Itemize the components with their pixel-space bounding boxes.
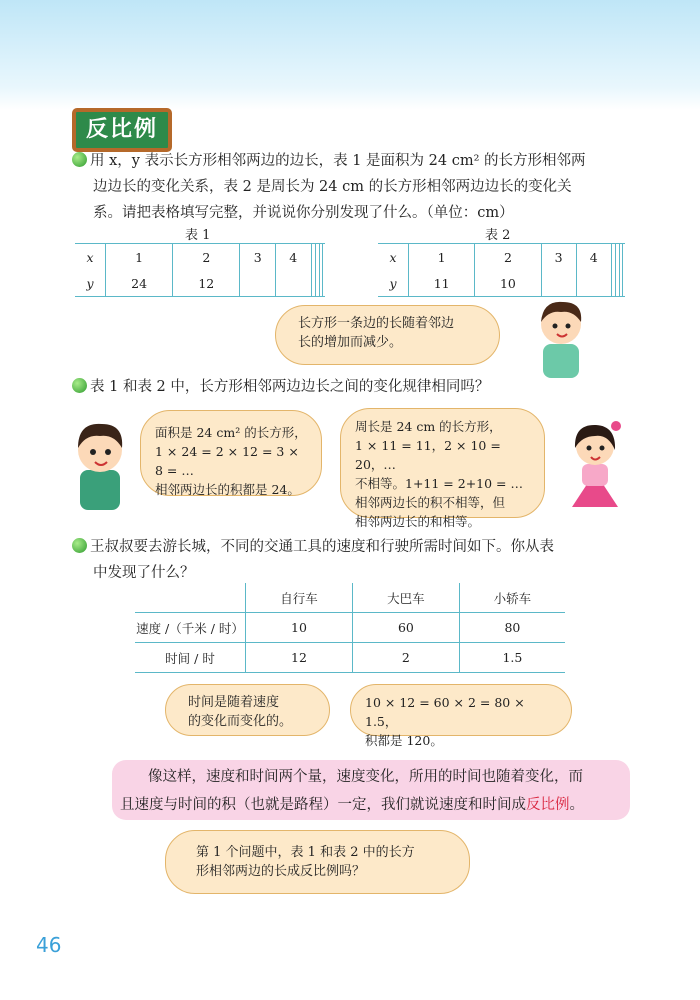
bullet-icon bbox=[72, 378, 87, 393]
table-cell[interactable]: 2 bbox=[475, 244, 541, 271]
speech-bubble: 周长是 24 cm 的长方形， 1 × 11 = 11，2 × 10 = 20，… 不相等。1+11 = 2+10 = … 相邻两边长的积不相等，但 相邻两边长的和相等。 bbox=[340, 408, 545, 518]
definition-box: 像这样，速度和时间两个量，速度变化，所用的时间也随着变化，而 且速度与时间的积（也就是路程）一定，我们就说速度和时间成反比例。 bbox=[112, 760, 630, 820]
table-row bbox=[75, 244, 325, 271]
table-cell[interactable]: 10 bbox=[475, 270, 541, 297]
table-row bbox=[378, 244, 625, 271]
table-row: 时间 / 时 12 2 1.5 bbox=[135, 643, 565, 673]
key-term: 反比例 bbox=[526, 797, 570, 813]
table-cell[interactable]: 3 bbox=[541, 244, 576, 271]
speech-bubble: 长方形一条边的长随着邻边 长的增加而减少。 bbox=[275, 305, 500, 365]
speech-bubble: 面积是 24 cm² 的长方形， 1 × 24 = 2 × 12 = 3 × 8 = … 相邻两边长的积都是 24。 bbox=[140, 410, 322, 496]
q1-line: 系。请把表格填写完整，并说说你分别发现了什么。（单位：cm） bbox=[93, 205, 514, 221]
boy-character-illustration bbox=[515, 292, 605, 382]
table-cell[interactable]: 12 bbox=[173, 270, 240, 297]
row-label: x bbox=[86, 249, 94, 265]
table-cell[interactable]: 1 bbox=[409, 244, 475, 271]
table-cell[interactable] bbox=[323, 270, 325, 297]
question-1 bbox=[72, 148, 586, 226]
table-cell[interactable] bbox=[240, 270, 276, 297]
table1-label: 表 1 bbox=[185, 228, 211, 243]
girl-character-illustration bbox=[560, 412, 630, 517]
row-label: y bbox=[389, 275, 397, 291]
table-2 bbox=[378, 243, 625, 297]
section-title-badge: 反比例 bbox=[72, 108, 172, 152]
table-cell[interactable]: 11 bbox=[409, 270, 475, 297]
thought-bubble: 10 × 12 = 60 × 2 = 80 × 1.5， 积都是 120。 bbox=[350, 684, 572, 736]
header-band bbox=[0, 0, 700, 110]
table-cell[interactable] bbox=[323, 244, 325, 271]
table-cell[interactable] bbox=[623, 244, 625, 271]
table-cell[interactable]: 2 bbox=[173, 244, 240, 271]
thought-bubble: 时间是随着速度 的变化而变化的。 bbox=[165, 684, 330, 736]
q1-line: 边边长的变化关系，表 2 是周长为 24 cm 的长方形相邻两边边长的变化关 bbox=[93, 179, 572, 195]
thought-bubble: 第 1 个问题中，表 1 和表 2 中的长方 形相邻两边的长成反比例吗？ bbox=[165, 830, 470, 894]
table-header-row: 自行车 大巴车 小轿车 bbox=[135, 583, 565, 613]
table-row: 速度 /（千米 / 时） 10 60 80 bbox=[135, 613, 565, 643]
table-row bbox=[75, 270, 325, 297]
table-cell[interactable]: 4 bbox=[576, 244, 611, 271]
table-cell[interactable]: 24 bbox=[106, 270, 173, 297]
q1-line: 用 x，y 表示长方形相邻两边的边长，表 1 是面积为 24 cm² 的长方形相邻两 bbox=[90, 153, 586, 169]
table-1 bbox=[75, 243, 325, 297]
speed-time-table bbox=[135, 583, 565, 673]
bullet-icon bbox=[72, 538, 87, 553]
table-cell[interactable]: 1 bbox=[106, 244, 173, 271]
table2-label: 表 2 bbox=[485, 228, 511, 243]
page-number: 46 bbox=[36, 933, 62, 957]
table-cell[interactable] bbox=[275, 270, 311, 297]
row-label: x bbox=[389, 249, 397, 265]
question-2: 表 1 和表 2 中，长方形相邻两边边长之间的变化规律相同吗？ bbox=[72, 374, 489, 400]
question-3: 王叔叔要去游长城，不同的交通工具的速度和行驶所需时间如下。你从表 中发现了什么？ bbox=[72, 534, 554, 586]
bullet-icon bbox=[72, 152, 87, 167]
table-cell[interactable]: 3 bbox=[240, 244, 276, 271]
table-cell[interactable] bbox=[623, 270, 625, 297]
boy-character-illustration bbox=[62, 412, 142, 512]
table-cell[interactable]: 4 bbox=[275, 244, 311, 271]
row-label: y bbox=[86, 275, 94, 291]
